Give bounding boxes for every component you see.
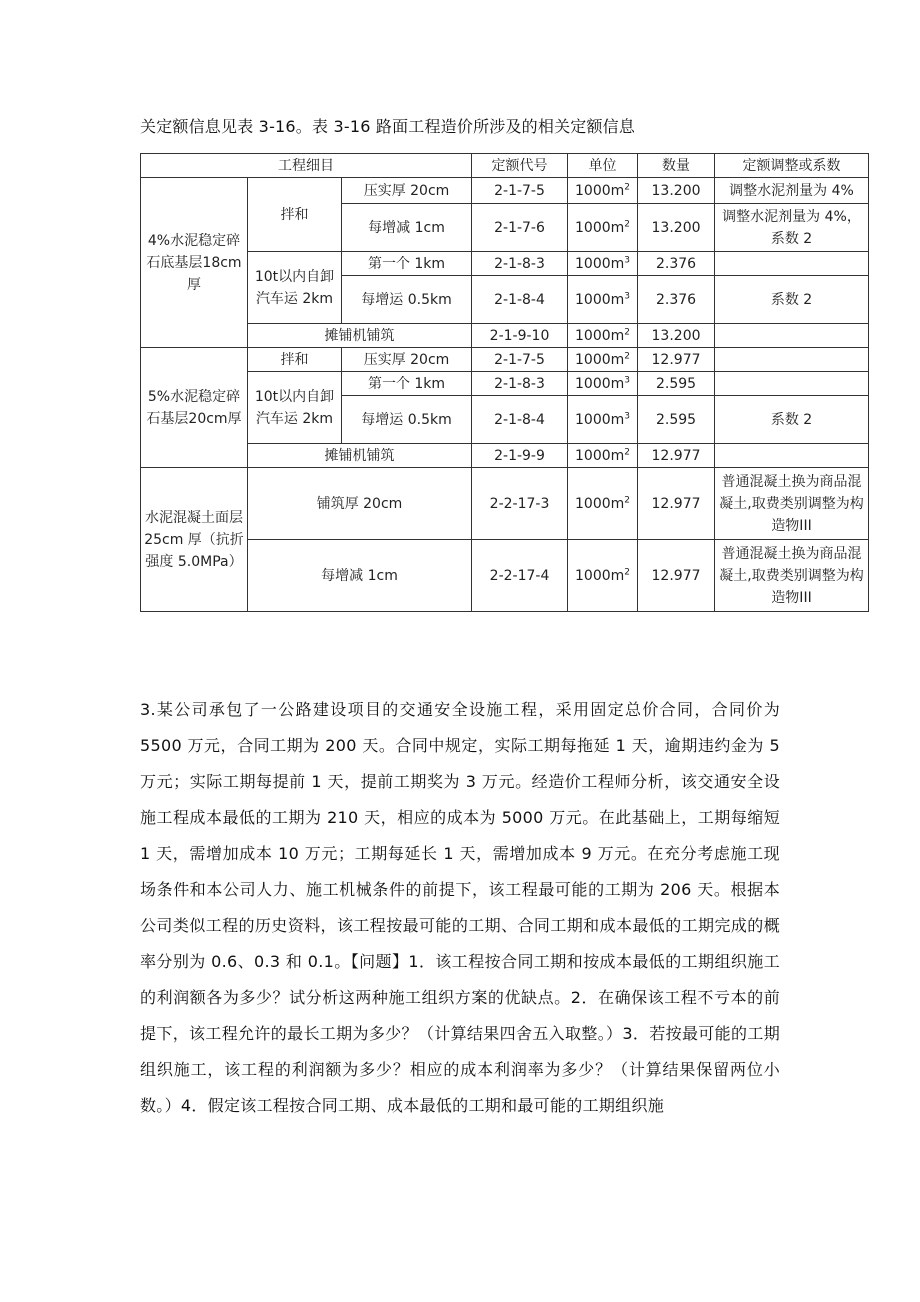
row-qty: 12.977 [638,540,715,612]
table-row [141,324,869,348]
row-unit [568,540,638,612]
unit-base: 1000m [575,327,625,344]
row-adjust [715,252,869,276]
row-unit [568,276,638,324]
unit-exp: 2 [624,566,631,577]
unit-exp: 2 [624,181,631,192]
row-code: 2-1-8-4 [472,276,568,324]
row-adjust: 系数 2 [715,396,869,444]
group-name: 水泥混凝土面层 25cm 厚（抗折强度 5.0MPa） [141,468,248,612]
header-adjust: 定额调整或系数 [715,154,869,178]
unit-exp: 2 [624,446,631,457]
row-item: 摊铺机铺筑 [248,324,472,348]
unit-base: 1000m [575,182,625,199]
table-row [141,372,869,396]
sub-mix: 拌和 [248,178,342,252]
row-qty: 12.977 [638,468,715,540]
row-adjust: 普通混凝土换为商品混凝土,取费类别调整为构造物III [715,540,869,612]
unit-base: 1000m [575,291,625,308]
row-item: 压实厚 20cm [342,348,472,372]
row-code: 2-1-8-3 [472,372,568,396]
row-unit [568,444,638,468]
row-qty: 13.200 [638,178,715,204]
row-unit [568,372,638,396]
group-name: 4%水泥稳定碎石底基层18cm厚 [141,178,248,348]
unit-base: 1000m [575,255,625,272]
quota-table [140,153,869,612]
row-item: 压实厚 20cm [342,178,472,204]
row-item: 每增运 0.5km [342,276,472,324]
unit-base: 1000m [575,411,625,428]
row-item: 每增减 1cm [248,540,472,612]
unit-base: 1000m [575,567,625,584]
row-item: 摊铺机铺筑 [248,444,472,468]
row-code: 2-2-17-4 [472,540,568,612]
row-item: 铺筑厚 20cm [248,468,472,540]
table-row [141,540,869,612]
unit-exp: 3 [624,410,631,421]
unit-base: 1000m [575,447,625,464]
table-row [141,178,869,204]
row-adjust: 调整水泥剂量为 4% [715,178,869,204]
row-unit [568,468,638,540]
header-qty: 数量 [638,154,715,178]
row-code: 2-1-9-9 [472,444,568,468]
table-row [141,252,869,276]
row-unit [568,178,638,204]
group-name: 5%水泥稳定碎石基层20cm厚 [141,348,248,468]
sub-transport: 10t以内自卸汽车运 2km [248,372,342,444]
unit-base: 1000m [575,219,625,236]
row-qty: 2.376 [638,252,715,276]
row-qty: 12.977 [638,348,715,372]
header-unit: 单位 [568,154,638,178]
row-adjust: 系数 2 [715,276,869,324]
row-code: 2-1-7-5 [472,178,568,204]
sub-mix: 拌和 [248,348,342,372]
row-qty: 12.977 [638,444,715,468]
row-adjust [715,348,869,372]
row-qty: 13.200 [638,204,715,252]
row-adjust [715,444,869,468]
row-code: 2-1-7-6 [472,204,568,252]
row-item: 第一个 1km [342,372,472,396]
row-code: 2-1-8-3 [472,252,568,276]
row-item: 每增减 1cm [342,204,472,252]
question-paragraph: 3.某公司承包了一公路建设项目的交通安全设施工程，采用固定总价合同，合同价为 5500 万元，合同工期为 200 天。合同中规定，实际工期每拖延 1 天，逾期违约金为 5 万元；实际工期每提前 1 天，提前工期奖为 3 万元。经造价工程师分析，该交通安全设施工程成本最低的工期为 210 天，相应的成本为 5000 万元。在此基础上，工期每缩短 1 天，需增加成本 10 万元；工期每延长 1 天，需增加成本 9 万元。在充分考虑施工现场条件和本公司人力、施工机械条件的前提下，该工程最可能的工期为 206 天。根据本公司类似工程的历史资料，该工程按最可能的工期、合同工期和成本最低的工期完成的概率分别为 0.6、0.3 和 0.1。【问题】1．该工程按合同工期和按成本最低的工期组织施工的利润额各为多少？试分析这两种施工组织方案的优缺点。2．在确保该工程不亏本的前提下，该工程允许的最长工期为多少？（计算结果四舍五入取整。）3．若按最可能的工期组织施工，该工程的利润额为多少？相应的成本利润率为多少？（计算结果保留两位小数。）4．假定该工程按合同工期、成本最低的工期和最可能的工期组织施 [140,700,780,1115]
header-code: 定额代号 [472,154,568,178]
row-unit [568,324,638,348]
row-adjust [715,372,869,396]
row-adjust: 调整水泥剂量为 4%，系数 2 [715,204,869,252]
row-code: 2-2-17-3 [472,468,568,540]
unit-base: 1000m [575,351,625,368]
unit-exp: 3 [624,254,631,265]
sub-transport: 10t以内自卸汽车运 2km [248,252,342,324]
row-item: 每增运 0.5km [342,396,472,444]
row-qty: 2.376 [638,276,715,324]
unit-base: 1000m [575,495,625,512]
row-unit [568,252,638,276]
table-row [141,348,869,372]
header-item: 工程细目 [141,154,472,178]
row-code: 2-1-9-10 [472,324,568,348]
row-qty: 2.595 [638,372,715,396]
row-unit [568,204,638,252]
row-adjust: 普通混凝土换为商品混凝土,取费类别调整为构造物III [715,468,869,540]
row-qty: 2.595 [638,396,715,444]
table-header-row [141,154,869,178]
intro-text: 关定额信息见表 3-16。表 3-16 路面工程造价所涉及的相关定额信息 [140,117,636,136]
row-adjust [715,324,869,348]
unit-exp: 2 [624,350,631,361]
table-row [141,444,869,468]
table-row [141,468,869,540]
unit-exp: 2 [624,326,631,337]
unit-exp: 2 [624,494,631,505]
row-qty: 13.200 [638,324,715,348]
unit-exp: 3 [624,290,631,301]
row-code: 2-1-7-5 [472,348,568,372]
row-item: 第一个 1km [342,252,472,276]
unit-base: 1000m [575,375,625,392]
row-unit [568,396,638,444]
row-code: 2-1-8-4 [472,396,568,444]
unit-exp: 3 [624,374,631,385]
row-unit [568,348,638,372]
unit-exp: 2 [624,218,631,229]
